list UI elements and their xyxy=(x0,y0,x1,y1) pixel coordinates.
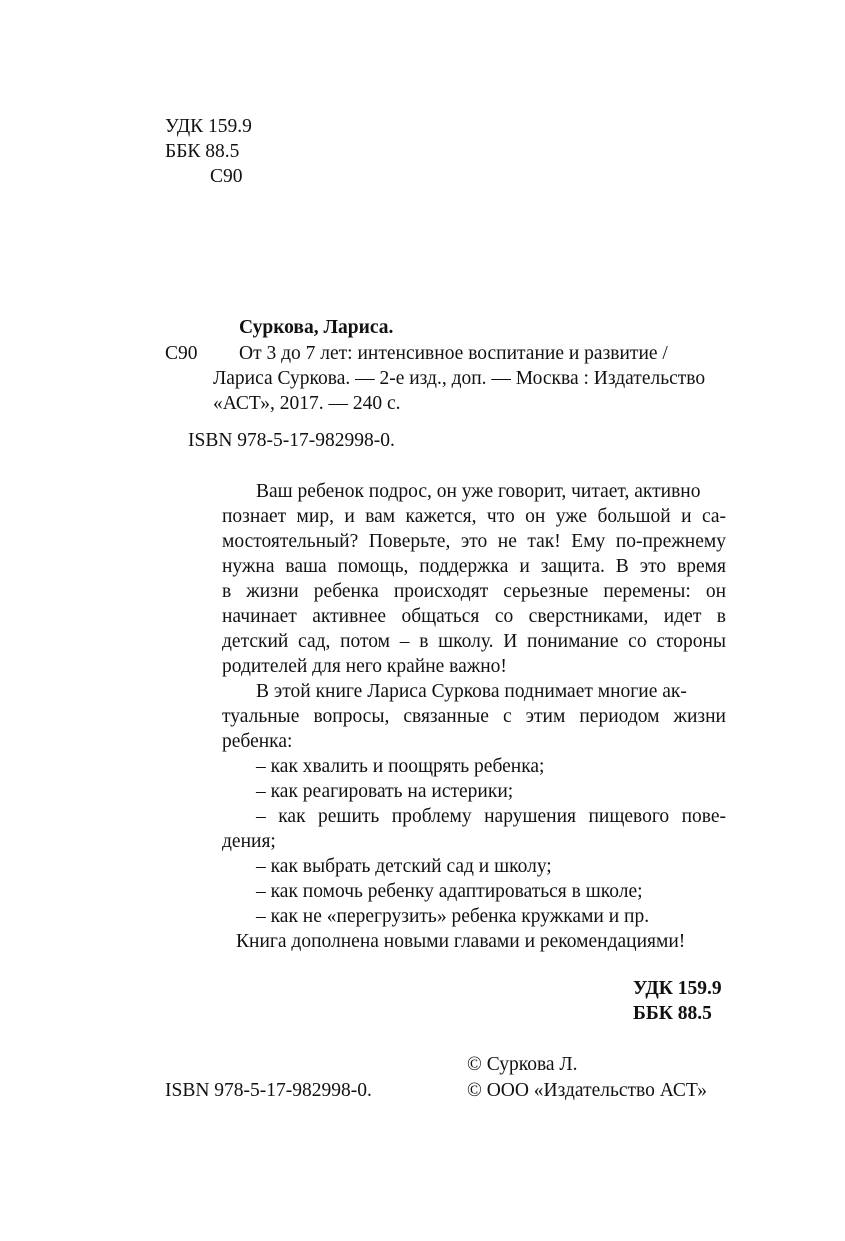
list-item: дения; xyxy=(222,831,276,852)
annotation-line: родителей для него крайне важно! xyxy=(222,656,507,677)
footer-bbk-code: ББК 88.5 xyxy=(633,1003,712,1024)
annotation-line: в жизни ребенка происходят серьезные перемены: он xyxy=(222,581,726,602)
list-item: – как не «перегрузить» ребенка кружками и пр. xyxy=(256,906,650,927)
udk-code: УДК 159.9 xyxy=(165,116,252,137)
copyright-author: © Суркова Л. xyxy=(467,1054,578,1075)
author-mark: С90 xyxy=(210,166,243,187)
annotation-line: Ваш ребенок подрос, он уже говорит, читает, активно xyxy=(256,481,701,502)
annotation-closing: Книга дополнена новыми главами и рекомендациями! xyxy=(236,931,686,952)
annotation-line: нужна ваша помощь, поддержка и защита. В это время xyxy=(222,556,726,577)
bib-line: «АСТ», 2017. — 240 с. xyxy=(213,393,401,414)
bbk-code: ББК 88.5 xyxy=(165,141,240,162)
annotation-line: ребенка: xyxy=(222,731,293,752)
footer-udk-code: УДК 159.9 xyxy=(633,978,722,999)
list-item: – как помочь ребенку адаптироваться в школе; xyxy=(256,881,643,902)
bib-line: Лариса Суркова. — 2-е изд., доп. — Москва : Издательство xyxy=(213,368,706,389)
annotation-line: туальные вопросы, связанные с этим периодом жизни xyxy=(222,706,726,727)
list-item: – как выбрать детский сад и школу; xyxy=(256,856,552,877)
annotation-line: детский сад, потом – в школу. И понимание со стороны xyxy=(222,631,726,652)
bottom-isbn: ISBN 978-5-17-982998-0. xyxy=(165,1080,372,1101)
copyright-publisher: © ООО «Издательство АСТ» xyxy=(467,1080,708,1101)
annotation-line: познает мир, и вам кажется, что он уже большой и са- xyxy=(222,506,726,527)
bib-mark: С90 xyxy=(165,343,198,364)
bib-line: От 3 до 7 лет: интенсивное воспитание и развитие / xyxy=(239,343,668,364)
bib-isbn: ISBN 978-5-17-982998-0. xyxy=(188,430,395,451)
annotation-line: В этой книге Лариса Суркова поднимает многие ак- xyxy=(256,681,687,702)
list-item: – как решить проблему нарушения пищевого пове- xyxy=(256,806,726,827)
list-item: – как хвалить и поощрять ребенка; xyxy=(256,756,545,777)
list-item: – как реагировать на истерики; xyxy=(256,781,514,802)
bib-author: Суркова, Лариса. xyxy=(239,317,394,338)
annotation-line: мостоятельный? Поверьте, это не так! Ему по-прежнему xyxy=(222,531,726,552)
annotation-line: начинает активнее общаться со сверстниками, идет в xyxy=(222,606,726,627)
